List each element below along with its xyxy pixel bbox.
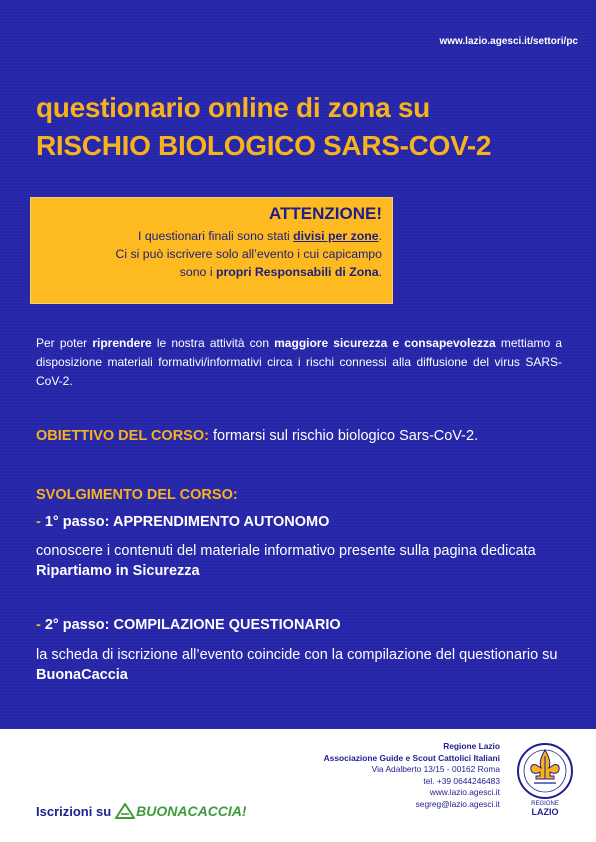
attention-line-2: Ci si può iscrivere solo all’evento i cui capicampo xyxy=(115,247,382,261)
intro-text: Per poter xyxy=(36,336,93,350)
attention-emphasis: divisi per zone xyxy=(293,229,379,243)
objective-line xyxy=(36,428,478,444)
step-2-title xyxy=(36,617,341,633)
buonacaccia-logo[interactable] xyxy=(115,803,246,819)
step-text: conoscere i contenuti del materiale informativo presente sulla pagina dedicata xyxy=(36,543,536,559)
attention-line-1 xyxy=(31,227,382,245)
intro-text: mettiamo a disposizione materiali formativi/informativi circa i rischi connessi alla diffusione del virus SARS-CoV-2. xyxy=(36,336,562,388)
attention-text: . xyxy=(378,229,382,243)
org-region: Regione Lazio xyxy=(443,741,500,751)
step-link-text: Ripartiamo in Sicurezza xyxy=(36,563,200,579)
address: Via Adalberto 13/15 - 00162 Roma xyxy=(371,764,500,775)
attention-box xyxy=(30,197,393,304)
intro-text: le nostra attività con xyxy=(151,336,275,350)
attention-text: sono i xyxy=(179,265,216,279)
phone: tel. +39 0644246483 xyxy=(423,775,500,786)
step-title-text: 1° passo: APPRENDIMENTO AUTONOMO xyxy=(44,514,330,530)
step-link-text: BuonaCaccia xyxy=(36,667,128,683)
attention-text: . xyxy=(378,265,382,279)
org-name: Associazione Guide e Scout Cattolici Italiani xyxy=(323,752,500,763)
attention-title: ATTENZIONE! xyxy=(268,204,382,223)
buonacaccia-wordmark: BUONACACCIA! xyxy=(136,803,247,819)
step-1-title xyxy=(36,514,329,530)
contact-block xyxy=(324,741,500,811)
step-dash: - xyxy=(36,514,45,530)
attention-emphasis: propri Responsabili di Zona xyxy=(215,265,379,279)
title-line-1: questionario online di zona su xyxy=(36,92,430,123)
attention-line-3 xyxy=(31,263,382,281)
buonacaccia-mark-icon xyxy=(115,803,135,819)
step-dash: - xyxy=(36,617,45,633)
objective-text: formarsi sul rischio biologico Sars-CoV-2. xyxy=(208,428,479,444)
step-text: la scheda di iscrizione all’evento coincide con la compilazione del questionario su xyxy=(36,647,558,663)
emblem-lazio-text: LAZIO xyxy=(531,807,559,817)
emblem-region-text: REGIONE xyxy=(531,801,559,807)
attention-text: I questionari finali sono stati xyxy=(137,229,294,243)
footer-email[interactable]: segreg@lazio.agesci.it xyxy=(415,798,500,809)
website-link[interactable]: www.lazio.agesci.it/settori/pc xyxy=(439,36,578,47)
signup-row xyxy=(36,803,247,819)
footer-website[interactable]: www.lazio.agesci.it xyxy=(429,787,500,798)
intro-paragraph xyxy=(36,334,562,391)
title-line-2: RISCHIO BIOLOGICO SARS-COV-2 xyxy=(36,130,492,161)
intro-emphasis: maggiore sicurezza e consapevolezza xyxy=(274,336,496,350)
objective-label: OBIETTIVO DEL CORSO: xyxy=(36,428,209,444)
intro-emphasis: riprendere xyxy=(92,336,152,350)
agesci-lazio-emblem-icon xyxy=(514,742,576,820)
course-heading: SVOLGIMENTO DEL CORSO: xyxy=(36,487,238,503)
step-title-text: 2° passo: COMPILAZIONE QUESTIONARIO xyxy=(44,617,341,633)
step-2-text xyxy=(36,645,566,685)
signup-label: Iscrizioni su xyxy=(36,803,112,819)
step-1-text xyxy=(36,541,566,581)
